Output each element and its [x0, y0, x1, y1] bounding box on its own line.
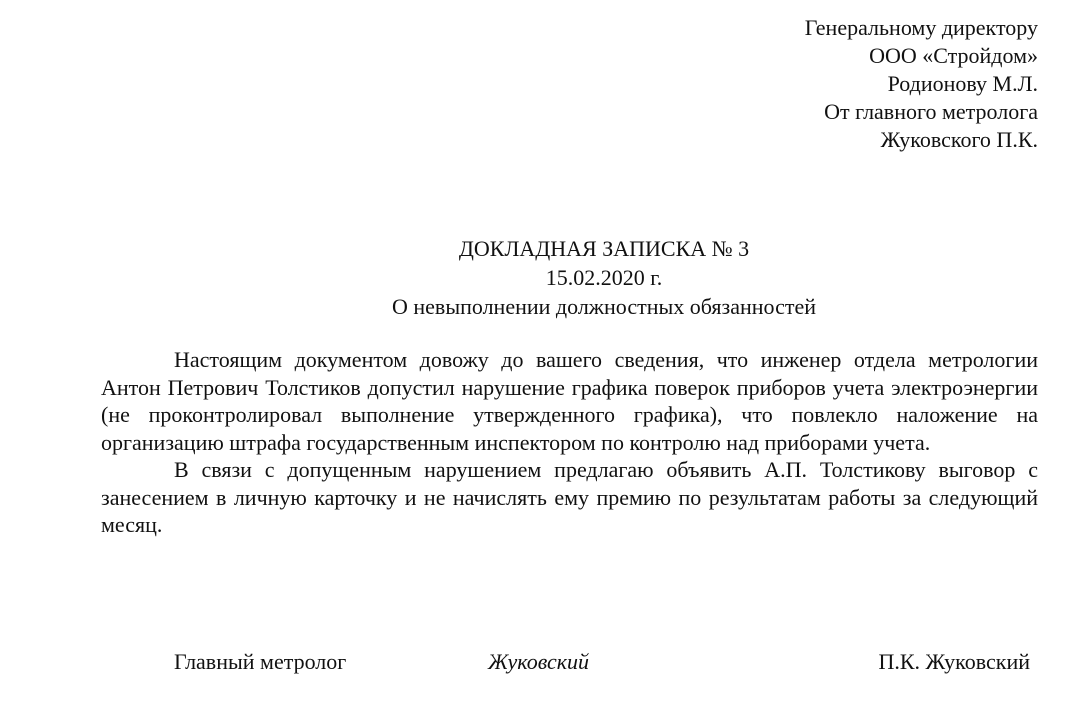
signature-position: Главный метролог: [174, 649, 347, 674]
document-date: 15.02.2020 г.: [545, 265, 663, 290]
document-heading: [0, 234, 1088, 321]
signature-name: П.К. Жуковский: [878, 649, 1030, 674]
addressee-line: Генеральному директору: [804, 15, 1038, 40]
addressee-block: [805, 14, 1038, 154]
document-body: [101, 346, 1038, 539]
addressee-line: Родионову М.Л.: [887, 71, 1038, 96]
body-paragraph: Настоящим документом довожу до вашего сведения, что инженер отдела метрологии Антон Петрович Толстиков допустил нарушение графика поверок приборов учета электроэнергии (не проконтролировал выполнение утвержденного графика), что повлекло наложение на организацию штрафа государственным инспектором по контролю над приборами учета.: [101, 347, 1038, 455]
addressee-line: От главного метролога: [824, 99, 1038, 124]
addressee-line: Жуковского П.К.: [880, 127, 1038, 152]
handwritten-signature: Жуковский: [488, 649, 590, 674]
document-subject: О невыполнении должностных обязанностей: [392, 294, 816, 319]
document-title: ДОКЛАДНАЯ ЗАПИСКА № 3: [458, 236, 750, 261]
body-paragraph: В связи с допущенным нарушением предлагаю объявить А.П. Толстикову выговор с занесением в личную карточку и не начислять ему премию по результатам работы за следующий месяц.: [101, 457, 1038, 537]
addressee-line: ООО «Стройдом»: [869, 43, 1038, 68]
